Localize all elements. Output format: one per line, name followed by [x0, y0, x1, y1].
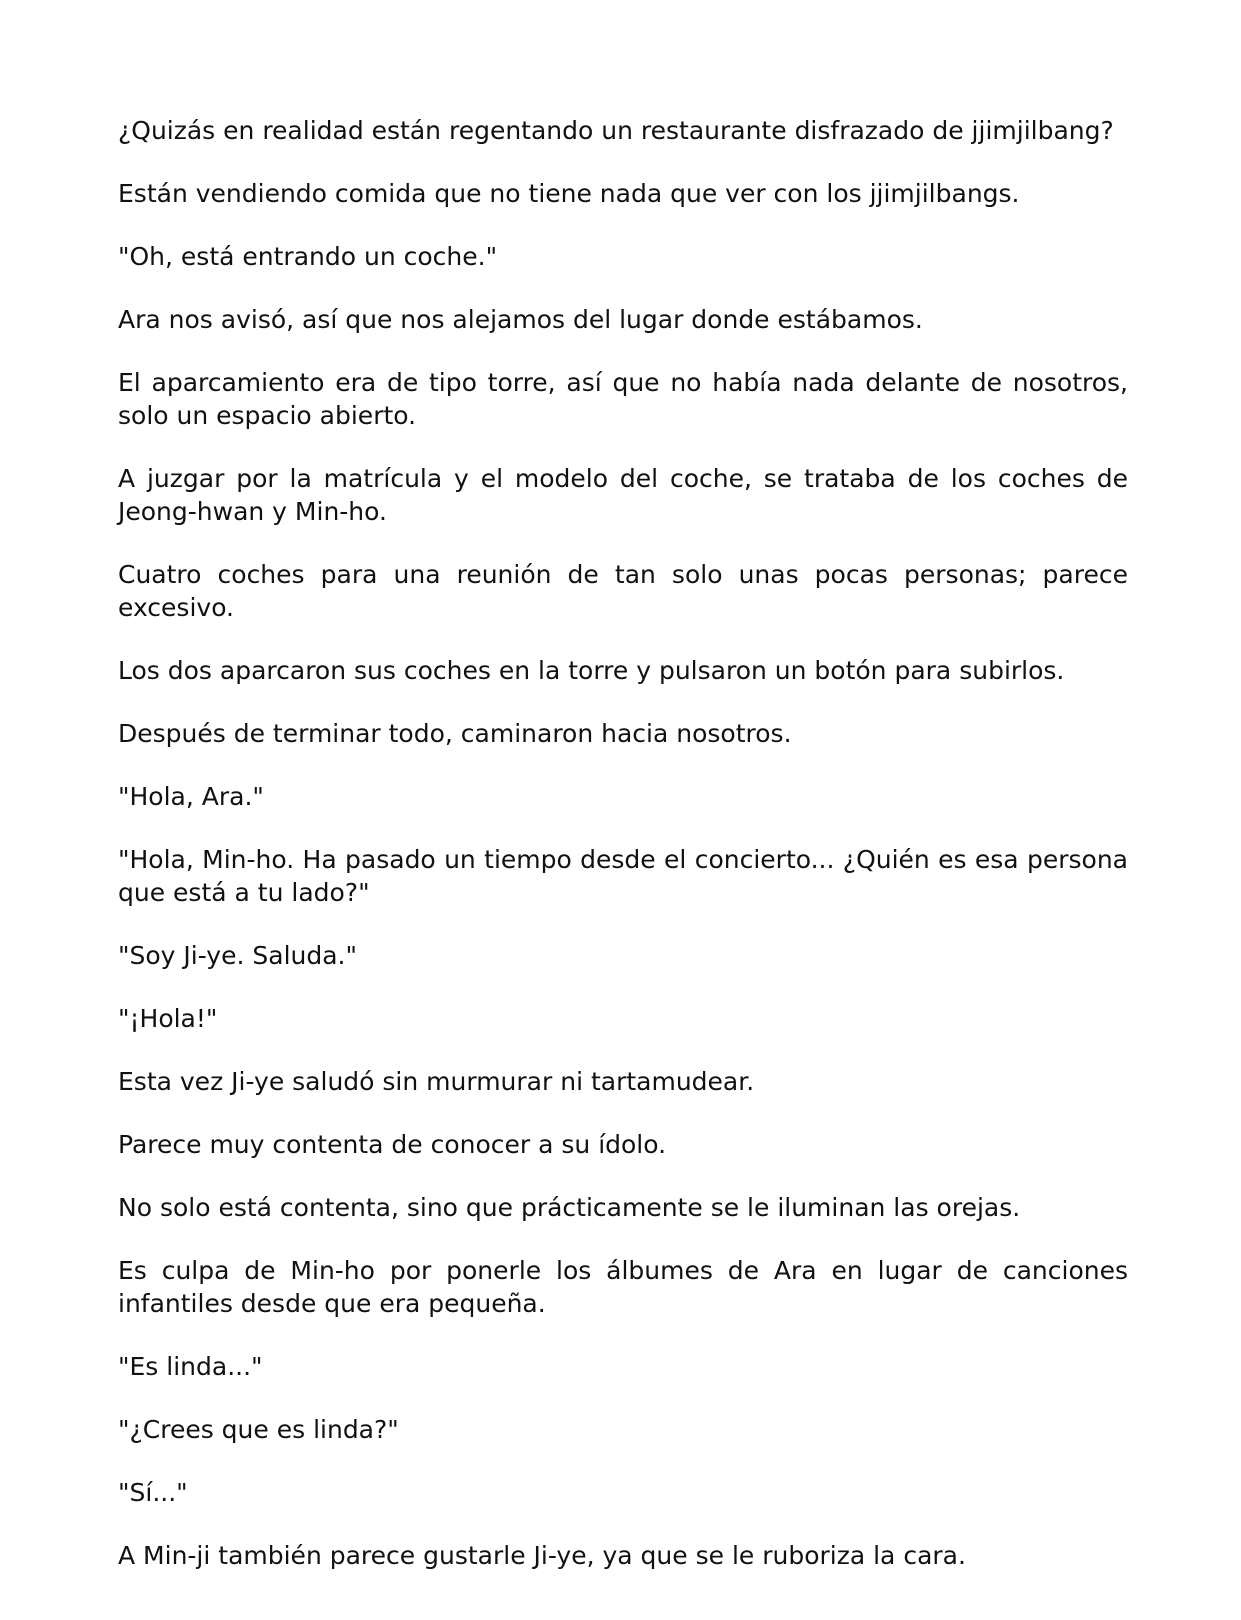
paragraph: Esta vez Ji-ye saludó sin murmurar ni tartamudear.	[118, 1067, 755, 1096]
paragraph: "Soy Ji-ye. Saluda."	[118, 941, 357, 970]
paragraph: "Es linda..."	[118, 1352, 263, 1381]
paragraph: Parece muy contenta de conocer a su ídolo.	[118, 1130, 667, 1159]
paragraph: "¿Crees que es linda?"	[118, 1415, 399, 1444]
paragraph: Después de terminar todo, caminaron hacia nosotros.	[118, 719, 792, 748]
paragraph: Están vendiendo comida que no tiene nada que ver con los jjimjilbangs.	[118, 179, 1020, 208]
paragraph: "¡Hola!"	[118, 1004, 218, 1033]
paragraph: El aparcamiento era de tipo torre, así que no había nada delante de nosotros, solo un espacio abierto.	[118, 368, 1128, 430]
paragraph: "Oh, está entrando un coche."	[118, 242, 498, 271]
paragraph: Ara nos avisó, así que nos alejamos del lugar donde estábamos.	[118, 305, 923, 334]
paragraph: "Hola, Ara."	[118, 782, 264, 811]
paragraph: Cuatro coches para una reunión de tan solo unas pocas personas; parece excesivo.	[118, 560, 1128, 622]
paragraph: A juzgar por la matrícula y el modelo del coche, se trataba de los coches de Jeong-hwan y Min-ho.	[118, 464, 1128, 526]
paragraph: No solo está contenta, sino que prácticamente se le iluminan las orejas.	[118, 1193, 1021, 1222]
paragraph: "Hola, Min-ho. Ha pasado un tiempo desde el concierto... ¿Quién es esa persona que está a tu lado?"	[118, 845, 1128, 907]
paragraph: Es culpa de Min-ho por ponerle los álbumes de Ara en lugar de canciones infantiles desde que era pequeña.	[118, 1256, 1128, 1318]
paragraph: ¿Quizás en realidad están regentando un restaurante disfrazado de jjimjilbang?	[118, 116, 1114, 145]
paragraph: A Min-ji también parece gustarle Ji-ye, ya que se le ruboriza la cara.	[118, 1541, 966, 1570]
body-text	[118, 114, 1128, 1602]
paragraph: "Sí..."	[118, 1478, 188, 1507]
paragraph: Los dos aparcaron sus coches en la torre y pulsaron un botón para subirlos.	[118, 656, 1065, 685]
